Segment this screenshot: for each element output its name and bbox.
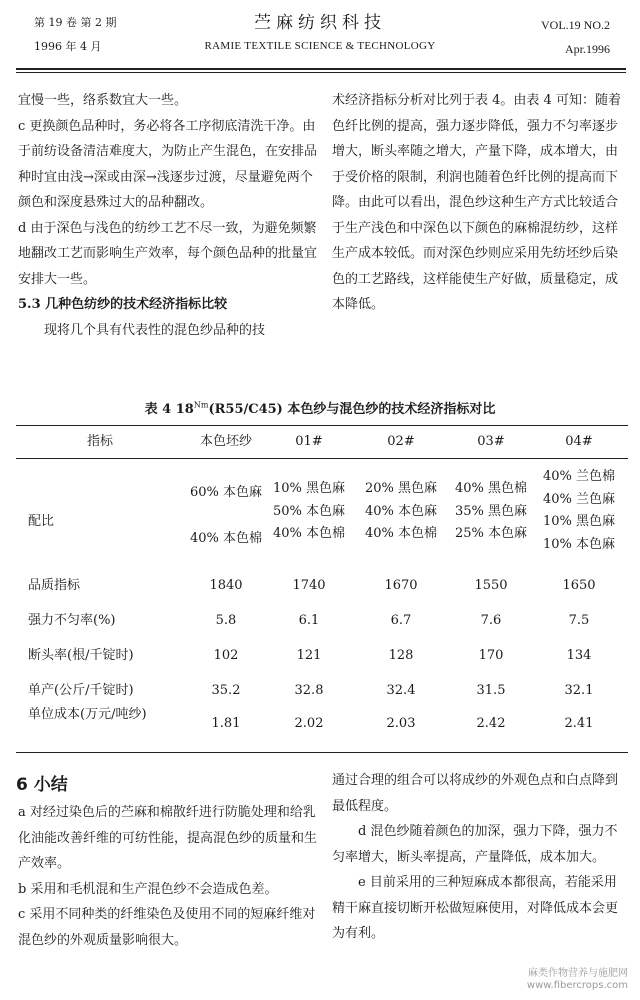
paragraph: 通过合理的组合可以将成纱的外观色点和白点降到最低程度。 xyxy=(332,773,619,814)
table-cell: 2.02 xyxy=(294,716,324,731)
table-row-label: 强力不匀率(%) xyxy=(28,613,116,628)
section-heading-6: 6 小结 xyxy=(16,775,68,795)
table-cell: 2.41 xyxy=(564,716,594,731)
table-cell: 40% 兰色棉 40% 兰色麻 10% 黑色麻 10% 本色麻 xyxy=(542,469,616,552)
table-cell: 1550 xyxy=(474,578,508,593)
paragraph-item-c: c 更换颜色品种时，务必将各工序彻底清洗干净。由于前纺设备清洁难度大，为防止产生混色，在安排品种时宜由浅→深或由深→浅逐步过渡，尽量避免两个颜色和深度悬殊过大的品种翻改。 xyxy=(18,118,318,210)
table-cell: 6.1 xyxy=(298,613,320,628)
paragraph: 现将几个具有代表性的混色纱品种的技 xyxy=(44,322,266,338)
summary-item-a: a 对经过染色后的苎麻和棉散纤进行防脆处理和给乳化油能改善纤维的可纺性能，提高混色纱的质量和生产效率。 xyxy=(18,805,318,871)
table-cell: 20% 黑色麻 40% 本色麻 40% 本色棉 xyxy=(364,481,438,541)
summary-item-c: c 采用不同种类的纤维染色及使用不同的短麻纤维对混色纱的外观质量影响很大。 xyxy=(18,907,316,948)
table-cell: 32.8 xyxy=(294,683,324,698)
table-header-cell: 02# xyxy=(387,434,415,449)
table-row-label: 单产(公斤/千锭时) xyxy=(28,683,134,698)
summary-left-column xyxy=(18,800,318,953)
table-cell: 31.5 xyxy=(476,683,506,698)
summary-right-column xyxy=(332,768,628,947)
summary-item-d: d 混色纱随着颜色的加深，强力下降，强力不匀率增大，断头率提高，产量降低，成本加大。 xyxy=(332,824,618,865)
watermark: 麻类作物营养与施肥网 www.fibercrops.com xyxy=(526,968,628,991)
table-cell: 40% 黑色棉 35% 黑色麻 25% 本色麻 xyxy=(454,481,528,541)
table-cell: 10% 黑色麻 50% 本色麻 40% 本色棉 xyxy=(272,481,346,541)
summary-item-b: b 采用和毛机混和生产混色纱不会造成色差。 xyxy=(18,881,278,897)
table-cell: 1650 xyxy=(562,578,596,593)
table-cell: 170 xyxy=(478,648,504,663)
section-heading-5-3: 5.3 几种色纺纱的技术经济指标比较 xyxy=(18,297,228,312)
table-cell: 1670 xyxy=(384,578,418,593)
table-header-cell: 01# xyxy=(295,434,323,449)
table-caption: 表 4 $18^{Nm}(R55/C45)$ 本色纱与混色纱的技术经济指标对比 xyxy=(144,400,496,417)
table-header-cell: 指标 xyxy=(86,434,113,449)
table-row-label: 单位成本(万元/吨纱) xyxy=(28,707,147,722)
table-cell: 35.2 xyxy=(211,683,241,698)
table-cell: 134 xyxy=(566,648,592,663)
table-cell: 40% 本色棉 xyxy=(189,531,263,546)
left-column xyxy=(18,88,318,343)
table-cell: 121 xyxy=(296,648,322,663)
header-rule-thin xyxy=(16,72,626,73)
table-rule-bottom xyxy=(16,752,628,753)
table-cell: 1740 xyxy=(292,578,326,593)
journal-title-en: RAMIE TEXTILE SCIENCE & TECHNOLOGY xyxy=(204,40,436,52)
table-cell: 60% 本色麻 xyxy=(189,485,263,500)
table-row-label: 断头率(根/千锭时) xyxy=(28,648,134,663)
volume-issue-cn: 第 19 卷 第 2 期 xyxy=(34,16,117,29)
journal-title-cn: 苎麻纺织科技 xyxy=(254,13,386,33)
table-cell: 102 xyxy=(213,648,239,663)
table-header-cell: 03# xyxy=(477,434,505,449)
table-header-cell: 04# xyxy=(565,434,593,449)
header-rule xyxy=(16,68,626,70)
summary-item-e: e 目前采用的三种短麻成本都很高，若能采用精干麻直接切断开松做短麻使用，对降低成本会更为有利。 xyxy=(332,875,619,941)
table-rule-header xyxy=(16,458,628,459)
table-cell: 6.7 xyxy=(390,613,412,628)
date-cn: 1996 年 4 月 xyxy=(34,40,102,53)
paragraph-item-d: d 由于深色与浅色的纺纱工艺不尽一致，为避免频繁地翻改工艺而影响生产效率，每个颜色品种的批量宜安排大一些。 xyxy=(18,220,318,287)
table-cell: 7.5 xyxy=(568,613,590,628)
table-cell: 32.1 xyxy=(564,683,594,698)
table-rule-top xyxy=(16,425,628,426)
table-row-label: 品质指标 xyxy=(28,578,81,593)
right-column xyxy=(332,88,628,318)
table-cell: 2.42 xyxy=(476,716,506,731)
table-cell: 1840 xyxy=(209,578,243,593)
table-row-label: 配比 xyxy=(28,514,55,529)
table-header-cell: 本色坯纱 xyxy=(199,434,252,449)
date-en: Apr.1996 xyxy=(565,42,610,56)
paragraph: 宜慢一些，络系数宜大一些。 xyxy=(18,93,188,108)
table-cell: 5.8 xyxy=(215,613,237,628)
table-cell: 2.03 xyxy=(386,716,416,731)
table-cell: 7.6 xyxy=(480,613,502,628)
table-cell: 1.81 xyxy=(211,716,241,731)
volume-issue-en: VOL.19 NO.2 xyxy=(541,18,610,32)
paragraph: 术经济指标分析对比列于表 4。由表 4 可知：随着色纤比例的提高，强力逐步降低，强力不匀率逐步增大，断头率随之增大，产量下降，成本增大，由于受价格的限制，利润也随着色纤比例的提高而下降。由此可以看出，混色纱这种生产方式比较适合于生产浅色和中深色以下颜色的麻棉混纺纱，这样生产成本较低。而对深色纱则应采用先纺坯纱后染色的工艺路线，这样能使生产好做，质量稳定，成本降低。 xyxy=(332,93,621,312)
table-cell: 128 xyxy=(388,648,414,663)
table-cell: 32.4 xyxy=(386,683,416,698)
